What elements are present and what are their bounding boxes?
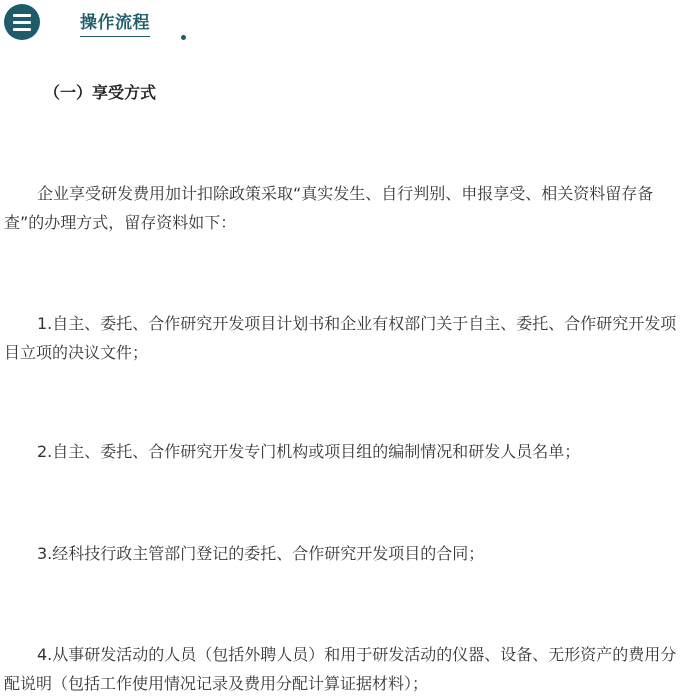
header: [0, 0, 691, 48]
header-dot-decoration: [181, 35, 186, 40]
intro-paragraph: 企业享受研发费用加计扣除政策采取“真实发生、自行判别、申报享受、相关资料留存备查”的办理方式，留存资料如下：: [4, 184, 654, 232]
section-heading: （一）享受方式: [44, 83, 157, 102]
menu-bar: [13, 28, 31, 31]
menu-bar: [13, 14, 31, 17]
list-item-2: 2.自主、委托、合作研究开发专门机构或项目组的编制情况和研发人员名单；: [37, 442, 581, 461]
header-title: 操作流程: [80, 13, 150, 33]
list-item-1: 1.自主、委托、合作研究开发项目计划书和企业有权部门关于自主、委托、合作研究开发项目立项的决议文件；: [4, 314, 677, 362]
list-item-3: 3.经科技行政主管部门登记的委托、合作研究开发项目的合同；: [37, 544, 485, 563]
list-item-4: 4.从事研发活动的人员（包括外聘人员）和用于研发活动的仪器、设备、无形资产的费用分配说明（包括工作使用情况记录及费用分配计算证据材料）；: [4, 645, 677, 693]
header-title-underline: [80, 36, 150, 37]
menu-bar: [13, 21, 31, 24]
hamburger-menu-icon[interactable]: [4, 4, 40, 40]
